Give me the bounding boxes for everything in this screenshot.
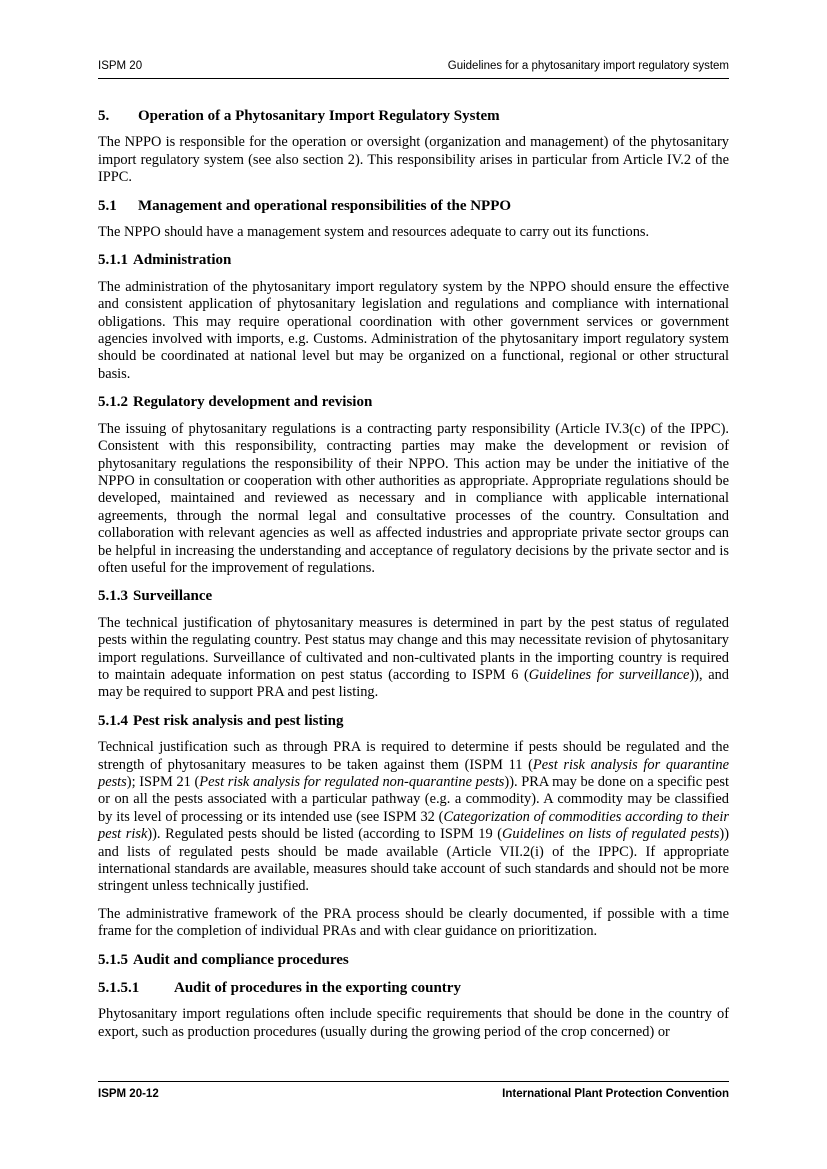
- cited-standard-title: Categorization of commodities according to their pest risk: [98, 808, 729, 843]
- section-number: 5.1: [98, 197, 117, 214]
- text-run: )). Regulated pests should be listed (according to ISPM 19 (: [147, 826, 503, 843]
- section-5-1-2-paragraph: The issuing of phytosanitary regulations is a contracting party responsibility (Article IV.3(c) of the IPPC). Consistent with this responsibility, contracting parties may make the development or revision of phytosanitary regulations the responsibility of their NPPO. This action may be under the initiative of the NPPO in consultation or cooperation with other authorities as appropriate. Appropriate regulations should be developed, maintained and reviewed as necessary and in compliance with applicable international agreements, through the normal legal and consultative processes of the country. Consultation and collaboration with relevant agencies as well as affected industries and appropriate private sector groups can be helpful in increasing the understanding and acceptance of regulatory decisions by the private sector and is often useful for the improvement of regulations.: [98, 420, 729, 576]
- section-5-1-4-paragraph-2: The administrative framework of the PRA process should be clearly documented, if possible with a time frame for the completion of individual PRAs and with clear guidance on prioritization.: [98, 905, 729, 940]
- section-5-1-1-heading: [98, 252, 729, 269]
- section-number: 5.1.2: [98, 394, 128, 411]
- section-5-1-heading: [98, 198, 729, 215]
- section-title: Administration: [133, 252, 232, 269]
- section-5-1-2-heading: [98, 394, 729, 411]
- section-number: 5.1.3: [98, 588, 128, 605]
- section-5-1-5-1-paragraph: Phytosanitary import regulations often include specific requirements that should be done in the country of export, such as production procedures (usually during the growing period of the crop concerned) or: [98, 1006, 729, 1040]
- page-header: [98, 58, 729, 79]
- document-body: [98, 108, 729, 1041]
- section-5-1-1-paragraph: The administration of the phytosanitary import regulatory system by the NPPO should ensure the effective and consistent application of phytosanitary legislation and regulations and compliance with international obligations. This may require operational coordination with other government services or government agencies involved with imports, e.g. Customs. Administration of the phytosanitary import regulatory system should be coordinated at national level but may be organized on a functional, regional or other structural basis.: [98, 278, 729, 382]
- section-5-heading: [98, 108, 729, 125]
- section-title: Surveillance: [133, 588, 213, 605]
- section-title: Audit of procedures in the exporting country: [174, 980, 461, 997]
- section-title: Operation of a Phytosanitary Import Regulatory System: [138, 108, 500, 124]
- section-number: 5.1.1: [98, 252, 128, 269]
- section-number: 5.1.4: [98, 712, 128, 729]
- header-document-title: Guidelines for a phytosanitary import regulatory system: [447, 60, 729, 72]
- text-run: )), and may be required to support PRA and pest listing.: [98, 666, 729, 701]
- section-number: 5.1.5: [98, 951, 128, 968]
- text-run: The technical justification of phytosanitary measures is determined in part by the pest status of regulated pests within the regulating country. Pest status may change and this may necessitate revision of phytosanitary import regulations. Surveillance of cultivated and non-cultivated plants in the importing country is required to maintain adequate information on pest status (according to ISPM 6 (: [98, 614, 729, 683]
- footer-page-number: ISPM 20-12: [98, 1088, 159, 1100]
- section-title: Pest risk analysis and pest listing: [133, 712, 344, 729]
- header-standard-id: ISPM 20: [98, 60, 143, 72]
- section-5-1-5-1-heading: [98, 980, 729, 997]
- text-run: )). PRA may be done on a specific pest or on all the pests associated with a particular pathway (e.g. a commodity). A commodity may be classified by its level of processing or its intended use (see ISPM 32 (: [98, 774, 729, 825]
- section-5-1-3-heading: [98, 588, 729, 605]
- section-title: Regulatory development and revision: [133, 394, 373, 411]
- section-title: Management and operational responsibilities of the NPPO: [138, 197, 512, 214]
- cited-standard-title: Pest risk analysis for quarantine pests: [98, 756, 730, 790]
- section-5-paragraph: The NPPO is responsible for the operation or oversight (organization and management) of the phytosanitary import regulatory system (see also section 2). This responsibility arises in particular from Article IV.2 of the IPPC.: [98, 134, 729, 186]
- section-5-1-5-heading: [98, 952, 729, 969]
- page-footer: [98, 1081, 729, 1104]
- cited-standard-title: Pest risk analysis for regulated non-quarantine pests: [199, 774, 505, 790]
- cited-standard-title: Guidelines for surveillance: [528, 666, 690, 683]
- section-5-1-4-paragraph: [98, 739, 729, 896]
- section-5-1-paragraph: The NPPO should have a management system and resources adequate to carry out its functions.: [98, 224, 650, 241]
- footer-organization: International Plant Protection Convention: [502, 1088, 729, 1100]
- section-number: 5.1.5.1: [98, 980, 140, 997]
- text-run: Technical justification such as through PRA is required to determine if pests should be regulated and the strength of phytosanitary measures to be taken against them (ISPM 11 (: [98, 739, 729, 773]
- section-number: 5.: [98, 108, 110, 124]
- section-5-1-3-paragraph: [98, 615, 729, 702]
- text-run: )) and lists of regulated pests should be made available (Article VII.2(i) of the IPPC). If appropriate international standards are available, measures should take account of such standards and should not be more stringent unless technically justified.: [98, 826, 729, 895]
- cited-standard-title: Guidelines on lists of regulated pests: [502, 826, 720, 843]
- section-5-1-4-heading: [98, 713, 729, 730]
- section-title: Audit and compliance procedures: [133, 951, 349, 968]
- text-run: ); ISPM 21 (: [126, 774, 200, 790]
